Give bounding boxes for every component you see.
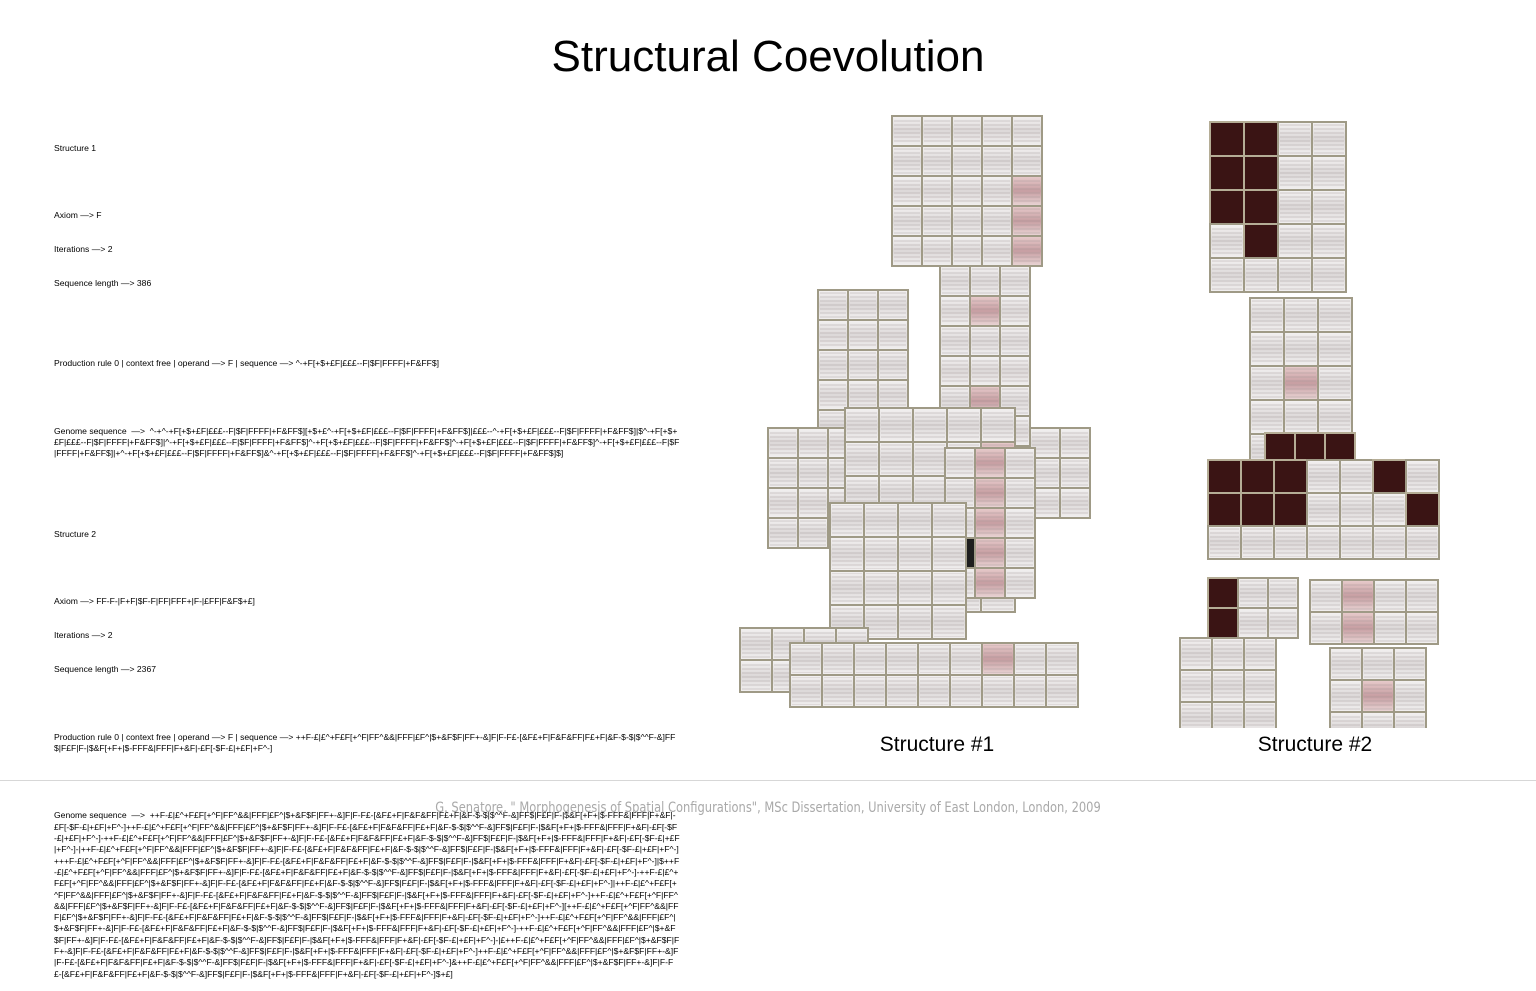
voxel-cell-shading [1320, 300, 1350, 330]
voxel-cell-shading [1212, 226, 1242, 256]
voxel-cell-shading [1408, 462, 1437, 491]
voxel-cell-shading [850, 352, 876, 378]
structure-2-render [1180, 122, 1439, 728]
voxel-cell-shading [1375, 528, 1404, 557]
voxel-cell-shading [924, 238, 950, 264]
structure1-heading: Structure 1 [54, 142, 97, 153]
voxel-cell-shading [1062, 460, 1088, 486]
voxel-cell-shading [915, 410, 945, 440]
voxel-cell-shading [952, 677, 980, 705]
voxel-cell-shading [972, 358, 998, 384]
voxel-cell-shading [880, 382, 906, 408]
voxel-cell-shading [924, 178, 950, 204]
voxel-cell-shading [1342, 495, 1371, 524]
voxel-cell-shading [1320, 334, 1350, 364]
voxel-cell-shading [1214, 640, 1242, 668]
voxel-cell-shading [792, 677, 820, 705]
voxel-cell [1210, 122, 1244, 156]
voxel-cell-shading [1014, 148, 1040, 174]
voxel-cell-shading [924, 208, 950, 234]
voxel-cell [1208, 493, 1241, 526]
voxel-cell [1241, 460, 1274, 493]
voxel-cell-shading [977, 540, 1003, 566]
voxel-cell-shading [770, 430, 796, 456]
voxel-cell-shading [894, 238, 920, 264]
voxel-cell-shading [1252, 402, 1282, 432]
voxel-cell-shading [984, 238, 1010, 264]
voxel-cell-shading [881, 444, 911, 474]
voxel-cell-shading [1286, 300, 1316, 330]
voxel-cell-shading [800, 490, 826, 516]
voxel-cell-shading [942, 298, 968, 324]
voxel-cell-shading [984, 148, 1010, 174]
structure1-axiom: Axiom —> F [54, 210, 102, 221]
voxel-cell-shading [954, 148, 980, 174]
voxel-cell-shading [820, 322, 846, 348]
voxel-cell-shading [984, 677, 1012, 705]
voxel-cell-shading [820, 382, 846, 408]
voxel-cell-shading [1376, 614, 1404, 642]
voxel-cell-shading [1375, 495, 1404, 524]
voxel-cell-shading [1280, 158, 1310, 188]
voxel-cell-shading [1364, 682, 1392, 710]
voxel-cell-shading [954, 118, 980, 144]
voxel-cell-shading [1364, 714, 1392, 728]
voxel-cell [1244, 224, 1278, 258]
voxel-cell-shading [1276, 528, 1305, 557]
voxel-cell-shading [984, 208, 1010, 234]
voxel-cell-shading [1314, 192, 1344, 222]
voxel-cell-shading [1007, 510, 1033, 536]
caption-structure-1: Structure #1 [879, 733, 995, 756]
voxel-cell-shading [1309, 528, 1338, 557]
voxel-cell-shading [894, 208, 920, 234]
voxel-cell-shading [850, 382, 876, 408]
voxel-cell-shading [1002, 328, 1028, 354]
slide-title: Structural Coevolution [551, 32, 985, 81]
voxel-cell-shading [900, 539, 930, 569]
voxel-cell-shading [1344, 582, 1372, 610]
voxel-structures-render [730, 108, 1450, 728]
voxel-cell-shading [915, 444, 945, 474]
voxel-cell-shading [1062, 430, 1088, 456]
voxel-cell-shading [1246, 672, 1274, 700]
voxel-cell-shading [1007, 450, 1033, 476]
voxel-cell-shading [977, 570, 1003, 596]
voxel-cell-shading [942, 268, 968, 294]
voxel-cell-shading [1002, 298, 1028, 324]
voxel-cell-shading [1408, 582, 1436, 610]
voxel-cell-shading [1314, 124, 1344, 154]
voxel-cell [1208, 608, 1238, 638]
voxel-cell-shading [1016, 645, 1044, 673]
voxel-cell [1274, 460, 1307, 493]
voxel-cell-shading [1014, 208, 1040, 234]
voxel-cell-shading [952, 645, 980, 673]
structure2-heading: Structure 2 [54, 528, 97, 539]
voxel-cell-shading [1182, 672, 1210, 700]
voxel-cell-shading [800, 430, 826, 456]
footer-divider [0, 780, 1536, 781]
voxel-cell-shading [880, 292, 906, 318]
voxel-cell-shading [1048, 677, 1076, 705]
voxel-cell-shading [1396, 714, 1424, 728]
voxel-cell-shading [1342, 462, 1371, 491]
voxel-cell-shading [1332, 650, 1360, 678]
voxel-cell-shading [832, 505, 862, 535]
voxel-cell-shading [1376, 582, 1404, 610]
voxel-cell-shading [824, 645, 852, 673]
voxel-cell-shading [1320, 402, 1350, 432]
voxel-cell-shading [1309, 495, 1338, 524]
voxel-cell-shading [894, 178, 920, 204]
voxel-cell-shading [1332, 714, 1360, 728]
voxel-cell-shading [983, 410, 1013, 440]
voxel-cell-shading [1320, 368, 1350, 398]
voxel-cell-shading [1252, 334, 1282, 364]
voxel-cell-shading [1002, 268, 1028, 294]
structure2-axiom: Axiom —> FF-F-|F+F|$F-F|FF|FFF+|F-|£FF|F&F$+£] [54, 596, 255, 607]
voxel-cell-shading [1014, 118, 1040, 144]
voxel-cell-shading [934, 505, 964, 535]
voxel-cell-shading [770, 520, 796, 546]
voxel-cell-shading [1214, 672, 1242, 700]
voxel-cell-shading [1312, 614, 1340, 642]
genome-text-column [54, 120, 680, 991]
voxel-cell-shading [1252, 300, 1282, 330]
voxel-cell [1210, 156, 1244, 190]
voxel-cell [1244, 156, 1278, 190]
voxel-cell-shading [984, 118, 1010, 144]
voxel-cell-shading [1252, 368, 1282, 398]
structure2-sequence-length: Sequence length —> 2367 [54, 664, 157, 675]
voxel-cell-shading [1314, 226, 1344, 256]
voxel-cell-shading [1342, 528, 1371, 557]
voxel-cell-shading [792, 645, 820, 673]
structure-1-render [740, 116, 1090, 707]
voxel-cell-shading [972, 268, 998, 294]
voxel-cell-shading [866, 607, 896, 637]
voxel-cell-shading [1286, 368, 1316, 398]
caption-structure-2: Structure #2 [1257, 733, 1373, 756]
structure2-iterations: Iterations —> 2 [54, 630, 113, 641]
voxel-cell-shading [894, 118, 920, 144]
voxel-cell [1373, 460, 1406, 493]
voxel-cell-shading [881, 410, 911, 440]
voxel-cell-shading [1240, 610, 1266, 636]
voxel-cell-shading [847, 444, 877, 474]
voxel-cell-shading [1408, 614, 1436, 642]
voxel-cell-shading [1016, 677, 1044, 705]
structure1-sequence-length: Sequence length —> 386 [54, 277, 152, 288]
voxel-cell-shading [920, 645, 948, 673]
voxel-cell-shading [856, 645, 884, 673]
voxel-cell-shading [1280, 226, 1310, 256]
voxel-cell [1210, 190, 1244, 224]
voxel-cell-shading [1270, 610, 1296, 636]
voxel-cell-shading [934, 607, 964, 637]
voxel-cell-shading [1048, 645, 1076, 673]
structure2-genome: Genome sequence —> ++F-£|£^+F£F[+^F|FF^&&|FFF|£F^|$+&F$F|FF+-&]F|F-F£-[&F£+F|F&F&FF|F£+F|&F-$-$|$^^F-&]FF$|F£F|F-|$&F[+F+|$-FFF&|FFF|F+&F|-£F[-$F-£|+£F|+F^-]++F-£|£^+F£F[+^F|FF^&&|FFF|£F^|$+&F$F|FF+-&]F|F-F£-[&F£+F|F&F&FF|F£+F|&F-$-$|$^^F-&]FF$|F£F|F-|$&F[+F+|$-FFF&|FFF|F+&F|-£F[-$F-£|+£F|+F^-]-++F-£|£^+F£F[+^F|FF^&&|FFF|£F^|$+&F$F|FF+-&]F|F-F£-[&F£+F|F&F&FF|F£+F|&F-$-$|$^^F-&]FF$|F£F|F-|$&F[+F+|$-FFF&|FFF|F+&F|-£F[-$F-£|+£F|+F^-]-|++F-£|£^+F£F[+^F|FF^&&|FFF|£F^|$+&F$F|FF+-&]F|F-F£-[&F£+F|F&F&FF|F£+F|&F-$-$|$^^F-&]FF$|F£F|F-|$&F[+F+|$-FFF&|FFF|F+&F|-£F[-$F-£|+£F|+F^-]+++F-£|£^+F£F[+^F|FF^&&|FFF|£F^|$+&F$F|FF+-&]F|F-F£-[&F£+F|F&F&FF|F£+F|&F-$-$|$^^F-&]FF$|F£F|F-|$&F[+F+|$-FFF&|FFF|F+&F|-£F[-$F-£|+£F|+F^-]|$++F-£|£^+F£F[+^F|FF^&&|FFF|£F^|$+&F$F|FF+-&]F|F-F£-[&F£+F|F&F&FF|F£+F|&F-$-$|$^^F-&]FF$|F£F|F-|$&F[+F+|$-FFF&|FFF|F+&F|-£F[-$F-£|+£F|+F^-]-++F-£|£^+F£F[+^F|FF^&&|FFF|£F^|$+&F$F|FF+-&]F|F-F£-[&F£+F|F&F&FF|F£+F|&F-$-$|$^^F-&]FF$|F£F|F-|$&F[+F+|$-FFF&|FFF|F+&F|-£F[-$F-£|+£F|+F^-]|++F-£|£^+F£F[+^F|FF^&&|FFF|£F^|$+&F$F|FF+-&]F|F-F£-[&F£+F|F&F&FF|F£+F|&F-$-$|$^^F-&]FF$|F£F|F-|$&F[+F+|$-FFF&|FFF|F+&F|-£F[-$F-£|+£F|+F^-]++F-£|£^+F£F[+^F|FF^&&|FFF|£F^|$+&F$F|FF+-&]F|F-F£-[&F£+F|F&F&FF|F£+F|&F-$-$|$^^F-&]FF$|F£F|F-|$&F[+F+|$-FFF&|FFF|F+&F|-£F[-$F-£|+£F|+F^-][++F-£|£^+F£F[+^F|FF^&&|FFF|£F^|$+&F$F|FF+-&]F|F-F£-[&F£+F|F&F&FF|F£+F|&F-$-$|$^^F-&]FF$|F£F|F-|$&F[+F+|$-FFF&|FFF|F+&F|-£F[-$F-£|+£F|+F^-]++F-£|£^+F£F[+^F|FF^&&|FFF|£F^|$+&F$F|FF+-&]F|F-F£-[&F£+F|F&F&FF|F£+F|&F-$-$|$^^F-&]FF$|F£F|F-|$&F[+F+|$-FFF&|FFF|F+&F|-£F[-$F-£|+£F|+F^-]-++F-£|£^+F£F[+^F|FF^&&|FFF|£F^|$+&F$F|FF+-&]F|F-F£-[&F£+F|F&F&FF|F£+F|&F-$-$|$^^F-&]FF$|F£F|F-|$&F[+F+|$-FFF&|FFF|F+&F|-£F[-$F-£|+£F|+F^-]-|£++F-£|£^+F£F[+^F|FF^&&|FFF|£F^|$+&F$F|FF+-&]F|F-F£-[&F£+F|F&F&FF|F£+F|&F-$-$|$^^F-&]FF$|F£F|F-|$&F[+F+|$-FFF&|FFF|F+&F|-£F[-$F-£|+£F|+F^-]++F-£|£^+F£F[+^F|FF^&&|FFF|£F^|$+&F$F|FF+-&]F|F-F£-[&F£+F|F&F&FF|F£+F|&F-$-$|$^^F-&]FF$|F£F|F-|$&F[+F+|$-FFF&|FFF|F+&F|-£F[-$F-£|+£F|+F^-]&++F-£|£^+F£F[+^F|FF^&&|FFF|£F^|$+&F$F|FF+-&]F|F-F£-[&F£+F|F&F&FF|F£+F|&F-$-$|$^^F-&]FF$|F£F|F-|$&F[+F+|$-FFF&|FFF|F+&F|-£F[-$F-£|+£F|+F^-]$+£] [54, 810, 680, 979]
voxel-cell-shading [954, 178, 980, 204]
voxel-cell-shading [742, 630, 770, 658]
voxel-cell-shading [942, 358, 968, 384]
voxel-cell-shading [1280, 260, 1310, 290]
voxel-cell-shading [888, 677, 916, 705]
voxel-cell-shading [954, 208, 980, 234]
voxel-cell [1325, 433, 1355, 463]
voxel-cell [1208, 578, 1238, 608]
voxel-cell-shading [800, 520, 826, 546]
voxel-cell-shading [1408, 528, 1437, 557]
voxel-cell-shading [1243, 528, 1272, 557]
voxel-cell-shading [832, 573, 862, 603]
structure1-iterations: Iterations —> 2 [54, 243, 113, 254]
voxel-cell-shading [1182, 704, 1210, 728]
structure2-production-rule: Production rule 0 | context free | operand —> F | sequence —> ++F-£|£^+F£F[+^F|FF^&&|FFF|£F^|$+&F$F|FF+-&]F|F-F£-[&F£+F|F&F&FF|F£+F|&F-$-$|$^^F-&]FF$|F£F|F-|$&F[+F+|$-FFF&|FFF|F+&F|-£F[-$F-£|+£F|+F^-] [54, 731, 676, 753]
voxel-cell-shading [1286, 402, 1316, 432]
voxel-cell-shading [984, 645, 1012, 673]
voxel-cell-shading [1309, 462, 1338, 491]
structure1-genome: Genome sequence —> ^-+^-+F[+$+£F|£££--F|$F|FFFF|+F&FF$][+$+£^-+F[+$+£F|£££--F|$F|FFFF|+F&FF$]|£££--^-+F[+$+£F|£££--F|$F|FFFF|+F&FF$]|$^-+F[+$+£F|£££--F|$F|FFFF|+F&FF$]|^-+F[+$+£F|£££--F|$F|FFFF|+F&FF$]^-+F[+$+£F|£££--F|$F|FFFF|+F&FF$]^-+F[+$+£F|£££--F|$F|FFFF|+F&FF$]^-+F[+$+£F|£££--F|$F|FFFF|+F&FF$]|+^-+F[+$+£F|£££--F|$F|FFFF|+F&FF$]&^-+F[+$+£F|£££--F|$F|FFFF|+F&FF$]^-+F[+$+£F|£££--F|$F|FFFF|+F&FF$]$] [54, 425, 680, 459]
voxel-cell-shading [770, 460, 796, 486]
voxel-cell [1244, 190, 1278, 224]
voxel-cell-shading [1214, 704, 1242, 728]
voxel-cell-shading [742, 662, 770, 690]
voxel-cell-shading [866, 573, 896, 603]
voxel-cell [1241, 493, 1274, 526]
voxel-cell-shading [1246, 640, 1274, 668]
voxel-cell-shading [972, 298, 998, 324]
voxel-cell-shading [824, 677, 852, 705]
voxel-cell-shading [1312, 582, 1340, 610]
voxel-cell-shading [1286, 334, 1316, 364]
voxel-cell-shading [770, 490, 796, 516]
voxel-cell-shading [1002, 358, 1028, 384]
voxel-cell-shading [1210, 528, 1239, 557]
voxel-cell-shading [1280, 124, 1310, 154]
voxel-cell [1208, 460, 1241, 493]
voxel-cell-shading [850, 292, 876, 318]
voxel-cell-shading [900, 607, 930, 637]
voxel-cell-shading [977, 480, 1003, 506]
voxel-cell-shading [1332, 682, 1360, 710]
voxel-cell-shading [1280, 192, 1310, 222]
voxel-cell [1274, 493, 1307, 526]
voxel-cell-shading [947, 450, 973, 476]
voxel-cell-shading [977, 510, 1003, 536]
voxel-cell-shading [880, 352, 906, 378]
voxel-cell-shading [888, 645, 916, 673]
voxel-cell-shading [832, 539, 862, 569]
voxel-cell-shading [972, 328, 998, 354]
voxel-cell-shading [977, 450, 1003, 476]
voxel-cell [1406, 493, 1439, 526]
voxel-cell-shading [1344, 614, 1372, 642]
voxel-cell [1295, 433, 1325, 463]
voxel-cell-shading [920, 677, 948, 705]
voxel-cell-shading [1212, 260, 1242, 290]
voxel-cell-shading [1014, 238, 1040, 264]
voxel-cell-shading [847, 410, 877, 440]
voxel-cell-shading [800, 460, 826, 486]
voxel-cell-shading [900, 505, 930, 535]
voxel-cell-shading [1240, 580, 1266, 606]
voxel-cell [1244, 122, 1278, 156]
voxel-cell-shading [1246, 704, 1274, 728]
voxel-cell-shading [1314, 260, 1344, 290]
voxel-cell-shading [850, 322, 876, 348]
voxel-cell [1265, 433, 1295, 463]
voxel-cell-shading [900, 573, 930, 603]
voxel-cell-shading [1270, 580, 1296, 606]
voxel-cell-shading [1062, 490, 1088, 516]
voxel-cell-shading [820, 292, 846, 318]
voxel-cell-shading [1314, 158, 1344, 188]
voxel-cell-shading [924, 148, 950, 174]
voxel-cell-shading [820, 352, 846, 378]
voxel-cell-shading [866, 505, 896, 535]
voxel-cell-shading [1182, 640, 1210, 668]
voxel-cell-shading [934, 573, 964, 603]
voxel-cell-shading [856, 677, 884, 705]
voxel-cell-shading [1396, 650, 1424, 678]
voxel-cell-shading [954, 238, 980, 264]
voxel-cell-shading [1364, 650, 1392, 678]
voxel-cell-shading [934, 539, 964, 569]
voxel-cell-shading [880, 322, 906, 348]
voxel-cell-shading [1014, 178, 1040, 204]
voxel-cell-shading [894, 148, 920, 174]
voxel-cell-shading [984, 178, 1010, 204]
voxel-cell-shading [942, 328, 968, 354]
voxel-cell-shading [1246, 260, 1276, 290]
footer-citation: G. Senatore, " Morphogenesis of Spatial Configurations", MSc Dissertation, University of East London, London, 2009 [435, 800, 1101, 816]
voxel-cell-shading [949, 410, 979, 440]
voxel-cell-shading [924, 118, 950, 144]
voxel-cell-shading [1007, 540, 1033, 566]
voxel-cell-shading [866, 539, 896, 569]
voxel-cell-shading [1007, 570, 1033, 596]
voxel-cell-shading [1396, 682, 1424, 710]
structure1-production-rule: Production rule 0 | context free | operand —> F | sequence —> ^-+F[+$+£F|£££--F|$F|FFFF|+F&FF$] [54, 358, 440, 369]
voxel-cell-shading [1007, 480, 1033, 506]
